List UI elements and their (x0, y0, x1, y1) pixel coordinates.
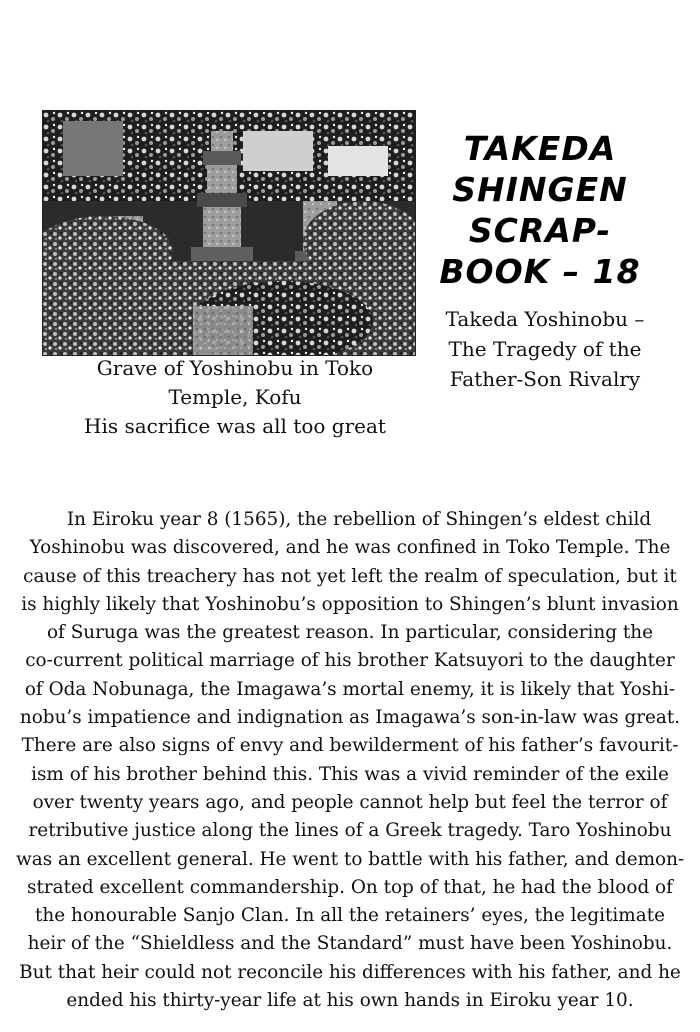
caption-line: His sacrifice was all too great (84, 414, 386, 438)
body-line: of Oda Nobunaga, the Imagawa’s mortal enemy, it is likely that Yoshi- (24, 678, 676, 700)
body-line: cause of this treachery has not yet left the realm of speculation, but it (23, 565, 677, 587)
title-line: SCRAP- (468, 211, 612, 250)
body-line: was an excellent general. He went to battle with his father, and demon- (16, 848, 685, 870)
body-line: the honourable Sanjo Clan. In all the retainers’ eyes, the legitimate (35, 905, 665, 927)
body-line: heir of the “Shieldless and the Standard” must have been Yoshinobu. (27, 933, 673, 955)
caption-line: Grave of Yoshinobu in Toko (96, 356, 374, 380)
photo-caption (40, 354, 430, 441)
grave-photo-illustration (43, 111, 415, 355)
body-line: of Suruga was the greatest reason. In particular, considering the (46, 622, 654, 644)
page-subtitle (420, 304, 670, 394)
subtitle-line: The Tragedy of the (448, 337, 642, 361)
title-line: BOOK – 18 (439, 252, 641, 291)
body-line: co-current political marriage of his brother Katsuyori to the daughter (25, 650, 675, 672)
body-line: In Eiroku year 8 (1565), the rebellion of Shingen’s eldest child (66, 509, 652, 530)
body-line: But that heir could not reconcile his differences with his father, and he (19, 961, 681, 983)
caption-line: Temple, Kofu (168, 385, 302, 409)
page-title (425, 128, 655, 292)
body-paragraph (16, 506, 684, 1015)
body-line: strated excellent commandership. On top of that, he had the blood of (27, 876, 673, 898)
title-line: SHINGEN (452, 170, 628, 209)
body-line: Yoshinobu was discovered, and he was confined in Toko Temple. The (29, 537, 671, 559)
body-line: over twenty years ago, and people cannot help but feel the terror of (32, 791, 668, 813)
subtitle-line: Takeda Yoshinobu – (445, 307, 645, 331)
body-line: ended his thirty-year life at his own hands in Eiroku year 10. (66, 990, 634, 1012)
title-line: TAKEDA (463, 129, 617, 168)
grave-photo (42, 110, 416, 356)
body-line: nobu’s impatience and indignation as Imagawa’s son-in-law was great. (19, 707, 681, 729)
body-line: ism of his brother behind this. This was a vivid reminder of the exile (31, 763, 669, 785)
body-line: There are also signs of envy and bewilderment of his father’s favourit- (21, 735, 679, 757)
body-line: is highly likely that Yoshinobu’s opposition to Shingen’s blunt invasion (21, 593, 679, 615)
subtitle-line: Father-Son Rivalry (449, 367, 641, 391)
body-line: retributive justice along the lines of a Greek tragedy. Taro Yoshinobu (28, 820, 672, 842)
